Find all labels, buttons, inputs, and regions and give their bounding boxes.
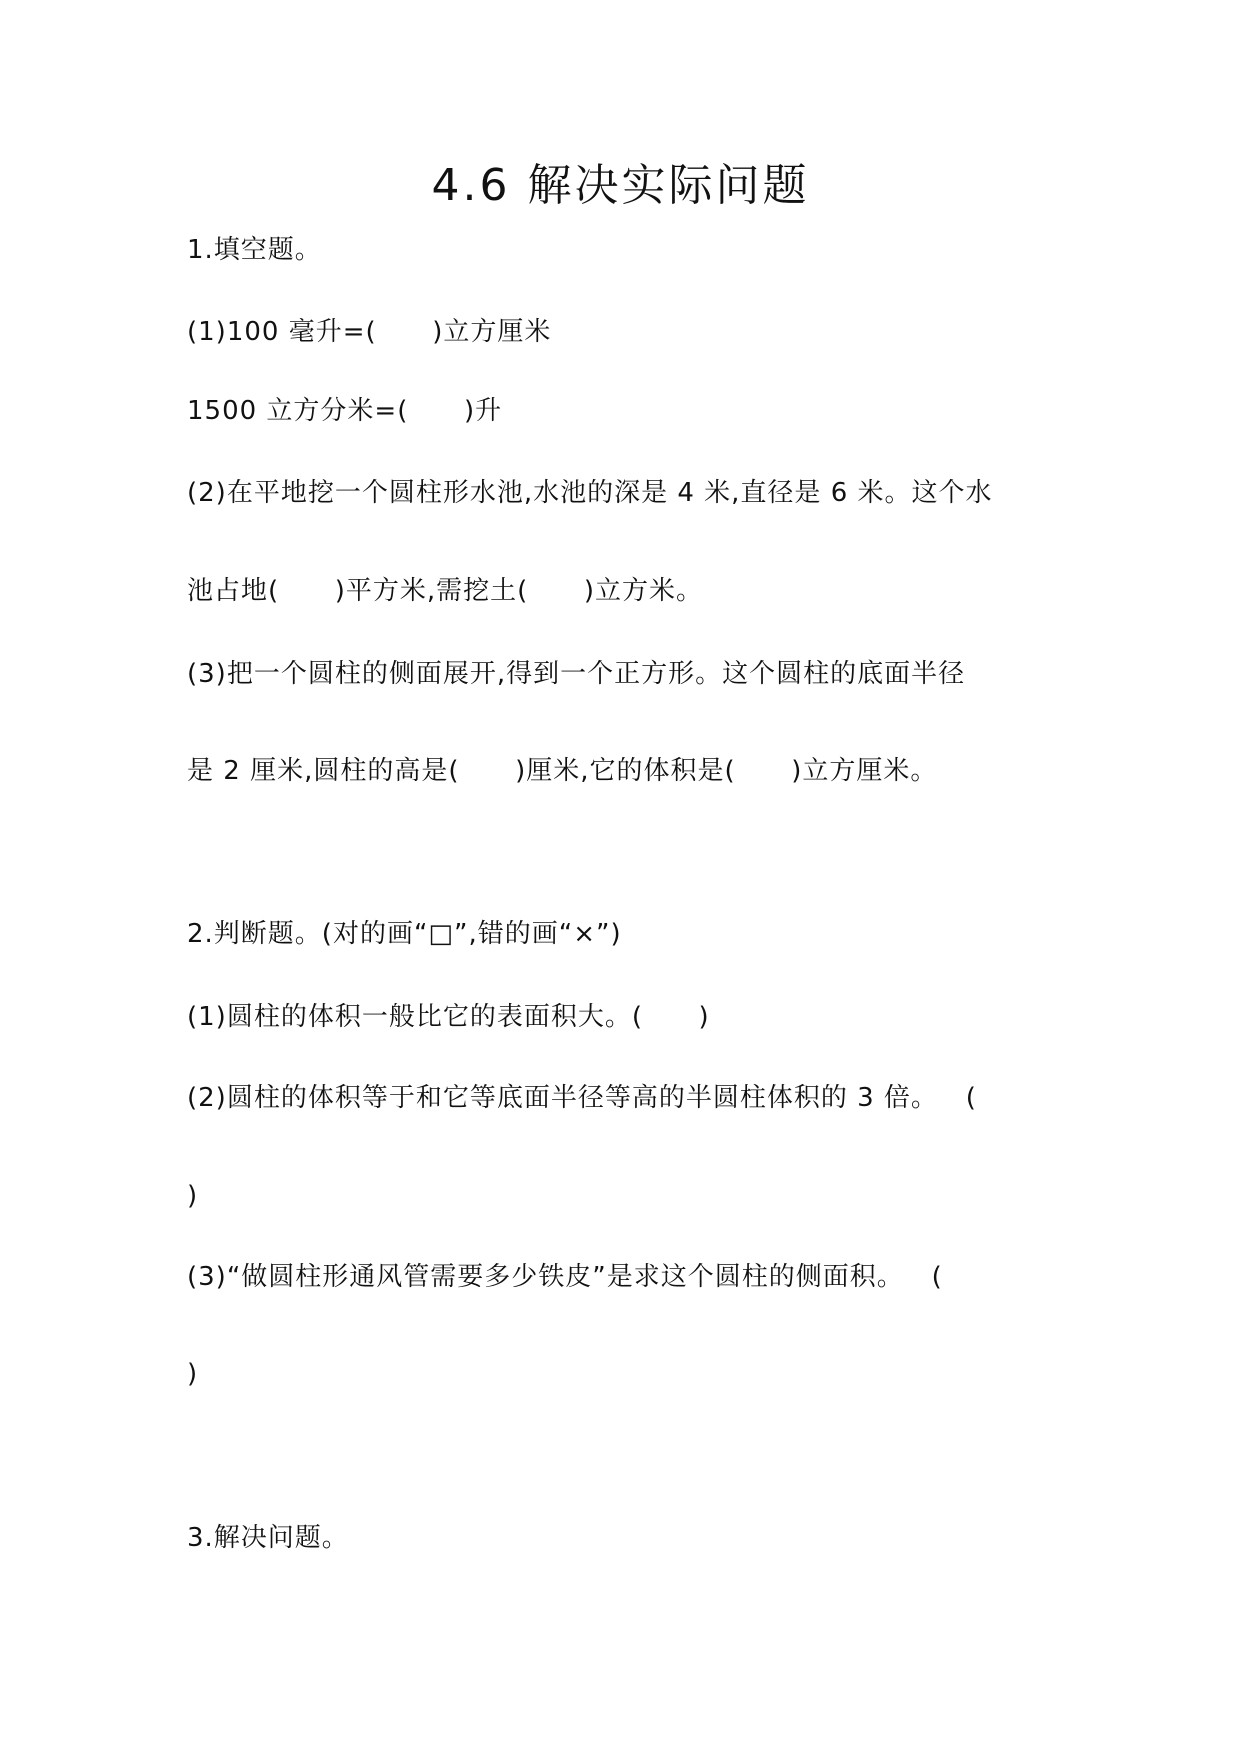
fill-q2-line2: 池占地( )平方米,需挖土( )立方米。 bbox=[187, 576, 704, 606]
fill-q1-line1: (1)100 毫升=( )立方厘米 bbox=[187, 317, 552, 347]
judge-q3-line1: (3)“做圆柱形通风管需要多少铁皮”是求这个圆柱的侧面积。 ( bbox=[187, 1262, 943, 1292]
fill-q3-line1: (3)把一个圆柱的侧面展开,得到一个正方形。这个圆柱的底面半径 bbox=[187, 659, 966, 689]
fill-q3-line2: 是 2 厘米,圆柱的高是( )厘米,它的体积是( )立方厘米。 bbox=[187, 756, 938, 786]
fill-q2-line1: (2)在平地挖一个圆柱形水池,水池的深是 4 米,直径是 6 米。这个水 bbox=[187, 478, 993, 508]
fill-q1-line2: 1500 立方分米=( )升 bbox=[187, 396, 503, 426]
section2-heading: 2.判断题。(对的画“□”,错的画“×”) bbox=[187, 919, 622, 949]
section3-heading: 3.解决问题。 bbox=[187, 1523, 349, 1553]
page-title: 4.6 解决实际问题 bbox=[431, 160, 810, 211]
judge-q2-line2: ) bbox=[187, 1181, 199, 1211]
section1-heading: 1.填空题。 bbox=[187, 235, 322, 265]
judge-q3-line2: ) bbox=[187, 1359, 199, 1389]
judge-q2-line1: (2)圆柱的体积等于和它等底面半径等高的半圆柱体积的 3 倍。 ( bbox=[187, 1083, 977, 1113]
judge-q1: (1)圆柱的体积一般比它的表面积大。( ) bbox=[187, 1002, 710, 1032]
